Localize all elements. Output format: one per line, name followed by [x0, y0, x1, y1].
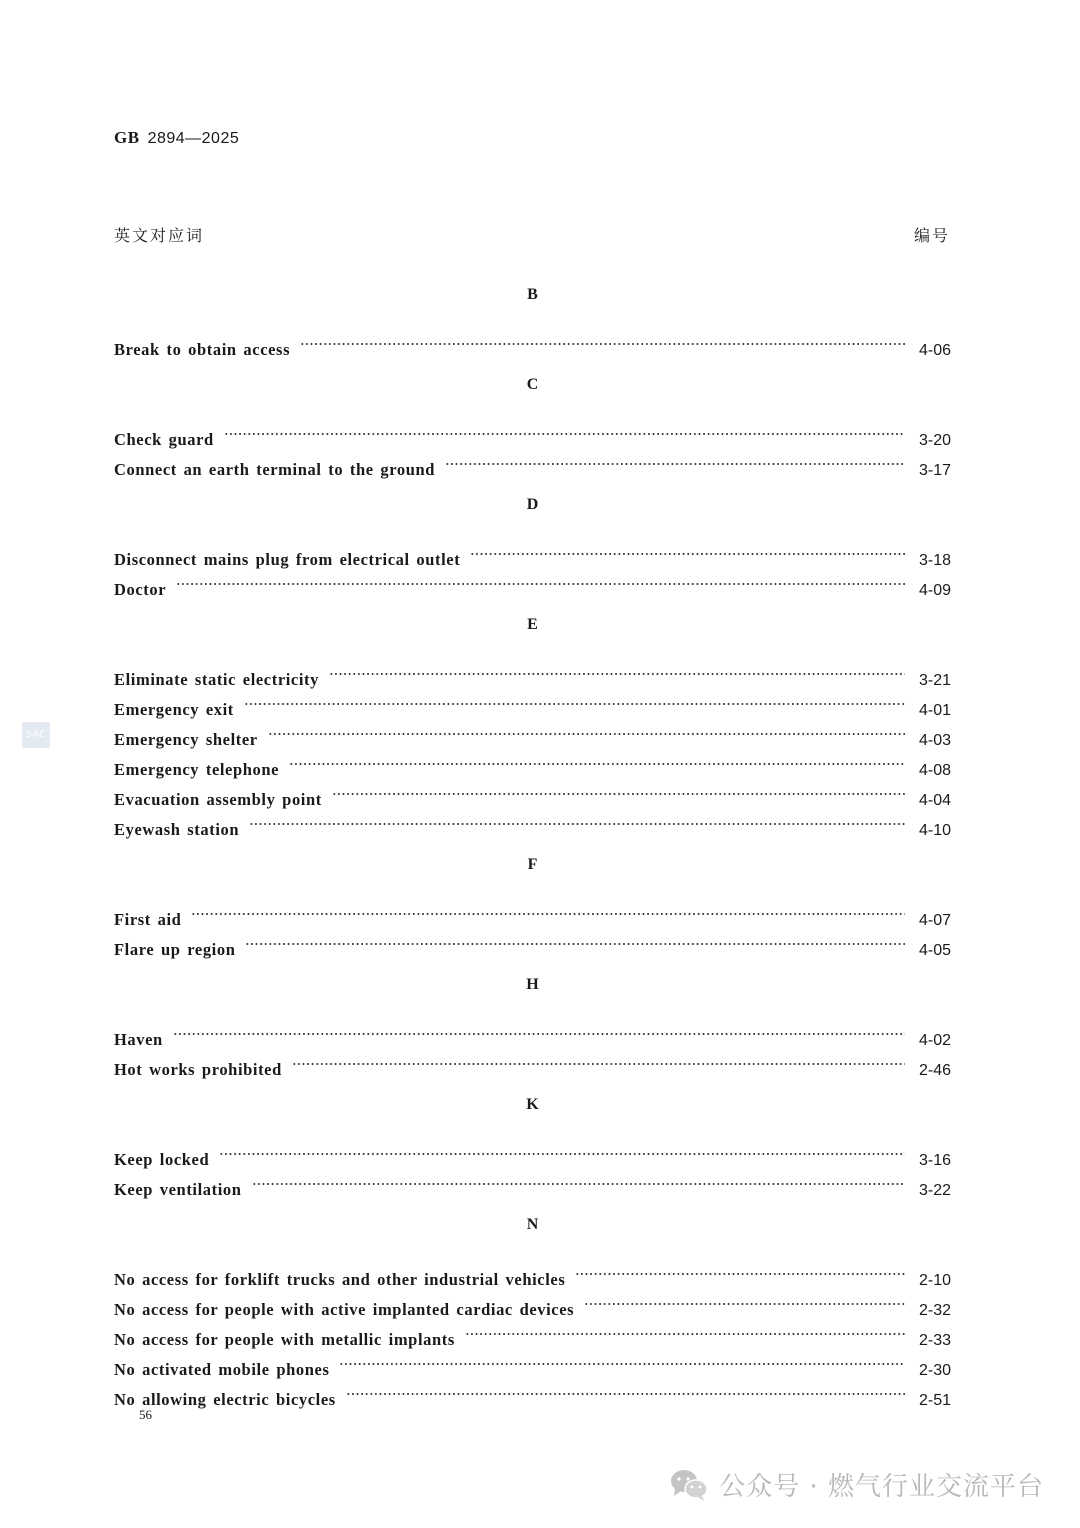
section-letter: H — [526, 976, 539, 993]
index-section — [114, 850, 951, 959]
dot-leader — [172, 565, 915, 595]
dot-leader — [441, 445, 915, 475]
entry-term: Doctor — [114, 580, 167, 599]
dot-leader — [325, 655, 915, 685]
entry-term: Hot works prohibited — [114, 1060, 282, 1079]
entry-term: Eliminate static electricity — [114, 670, 319, 689]
dot-leader — [241, 925, 915, 955]
section-letter: N — [526, 1216, 539, 1233]
index-entry — [114, 1165, 951, 1199]
side-logo-mark: SAC — [22, 722, 50, 748]
entry-code: 3-22 — [918, 1182, 951, 1199]
index-entry — [114, 925, 951, 959]
entry-term: First aid — [114, 910, 182, 929]
index-entry — [114, 685, 951, 719]
entry-term: No access for people with metallic implants — [114, 1330, 455, 1349]
index-entry — [114, 1045, 951, 1079]
dot-leader — [328, 775, 915, 805]
index-section — [114, 280, 951, 359]
entry-code: 4-09 — [918, 582, 951, 599]
entry-term: Emergency telephone — [114, 760, 280, 779]
index-section — [114, 970, 951, 1079]
entry-code: 2-51 — [918, 1392, 951, 1409]
dot-leader — [285, 745, 915, 775]
standard-prefix: GB — [114, 128, 140, 147]
dot-leader — [342, 1375, 915, 1405]
standard-number: 2894—2025 — [147, 130, 240, 147]
entry-code: 2-46 — [918, 1062, 951, 1079]
entry-code: 3-16 — [918, 1152, 951, 1169]
index-entry — [114, 325, 951, 359]
watermark-text: 公众号 · 燃气行业交流平台 — [719, 1472, 1044, 1502]
dot-leader — [296, 325, 915, 355]
entry-code: 4-03 — [918, 732, 951, 749]
entry-term: Keep ventilation — [114, 1180, 242, 1199]
section-letter: F — [527, 856, 538, 873]
entry-term: Haven — [114, 1030, 163, 1049]
entry-term: Evacuation assembly point — [114, 790, 322, 809]
index-list — [114, 280, 951, 1420]
entry-term: Check guard — [114, 430, 214, 449]
dot-leader — [461, 1315, 915, 1345]
wechat-icon — [669, 1468, 709, 1502]
index-section — [114, 490, 951, 599]
entry-code: 3-18 — [918, 552, 951, 569]
entry-term: Flare up region — [114, 940, 236, 959]
dot-leader — [466, 535, 915, 565]
dot-leader — [220, 415, 915, 445]
section-letter: C — [526, 376, 539, 393]
column-header-english-term: 英文对应词 — [114, 226, 205, 245]
page-number: 56 — [139, 1407, 152, 1422]
entry-code: 4-05 — [918, 942, 951, 959]
standard-code — [114, 128, 239, 148]
index-entry — [114, 1015, 951, 1049]
entry-code: 2-10 — [918, 1272, 951, 1289]
dot-leader — [248, 1165, 915, 1195]
entry-code: 2-32 — [918, 1302, 951, 1319]
entry-code: 4-06 — [918, 342, 951, 359]
index-entry — [114, 415, 951, 449]
index-entry — [114, 445, 951, 479]
index-entry — [114, 895, 951, 929]
entry-term: Disconnect mains plug from electrical outlet — [114, 550, 461, 569]
section-letter: D — [526, 496, 539, 513]
entry-code: 4-04 — [918, 792, 951, 809]
dot-leader — [169, 1015, 915, 1045]
entry-term: Keep locked — [114, 1150, 210, 1169]
entry-code: 2-33 — [918, 1332, 951, 1349]
index-entry — [114, 1255, 951, 1289]
entry-term: No activated mobile phones — [114, 1360, 330, 1379]
watermark — [669, 1466, 1044, 1503]
entry-code: 3-21 — [918, 672, 951, 689]
index-section — [114, 1090, 951, 1199]
dot-leader — [335, 1345, 915, 1375]
dot-leader — [571, 1255, 915, 1285]
index-section — [114, 610, 951, 839]
entry-term: Eyewash station — [114, 820, 240, 839]
entry-code: 3-20 — [918, 432, 951, 449]
dot-leader — [264, 715, 915, 745]
index-entry — [114, 655, 951, 689]
entry-code: 4-07 — [918, 912, 951, 929]
entry-code: 4-02 — [918, 1032, 951, 1049]
dot-leader — [187, 895, 915, 925]
index-entry — [114, 565, 951, 599]
dot-leader — [245, 805, 915, 835]
section-letter: E — [527, 616, 538, 633]
dot-leader — [240, 685, 915, 715]
section-letter: K — [526, 1096, 539, 1113]
entry-term: No allowing electric bicycles — [114, 1390, 336, 1409]
entry-term: No access for people with active implanted cardiac devices — [114, 1300, 575, 1319]
index-entry — [114, 1135, 951, 1169]
entry-code: 2-30 — [918, 1362, 951, 1379]
index-section — [114, 370, 951, 479]
dot-leader — [580, 1285, 915, 1315]
entry-term: Connect an earth terminal to the ground — [114, 460, 436, 479]
section-letter: B — [527, 286, 538, 303]
entry-code: 4-08 — [918, 762, 951, 779]
dot-leader — [215, 1135, 915, 1165]
entry-term: No access for forklift trucks and other industrial vehicles — [114, 1270, 566, 1289]
column-header-code: 编号 — [913, 226, 950, 245]
entry-term: Emergency exit — [114, 700, 234, 719]
entry-code: 4-10 — [918, 822, 951, 839]
index-entry — [114, 535, 951, 569]
index-section — [114, 1210, 951, 1409]
entry-code: 3-17 — [918, 462, 951, 479]
entry-term: Emergency shelter — [114, 730, 258, 749]
dot-leader — [288, 1045, 915, 1075]
entry-code: 4-01 — [918, 702, 951, 719]
entry-term: Break to obtain access — [114, 340, 291, 359]
